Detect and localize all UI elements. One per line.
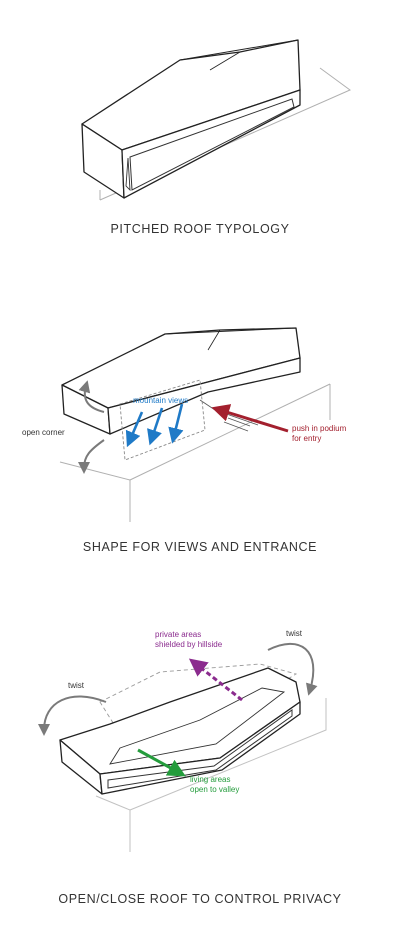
label-twist-right: twist [286, 629, 302, 638]
open-corner-arrow-lower [84, 440, 104, 468]
label-mountain-views: mountain views [133, 396, 189, 405]
label-for-entry: for entry [292, 434, 322, 443]
label-twist-left: twist [68, 681, 84, 690]
label-push-in-podium: push in podium [292, 424, 347, 433]
building-mass [62, 328, 300, 434]
label-open-corner: open corner [22, 428, 65, 437]
label-open-to-valley: open to valley [190, 785, 240, 794]
push-in-podium-arrow [220, 410, 288, 431]
views-entrance-diagram [0, 300, 400, 530]
label-private-areas: private areas [155, 630, 202, 639]
caption-views-entrance: SHAPE FOR VIEWS AND ENTRANCE [82, 540, 318, 554]
entrance-cut [200, 400, 258, 431]
building-mass [60, 668, 300, 794]
caption-pitched-roof: PITCHED ROOF TYPOLOGY [110, 222, 290, 236]
pitched-roof-diagram [0, 0, 400, 210]
twist-arrow-left [44, 697, 106, 730]
building-mass [82, 40, 300, 198]
caption-privacy: OPEN/CLOSE ROOF TO CONTROL PRIVACY [58, 892, 342, 906]
label-living-areas: living areas [190, 775, 231, 784]
privacy-roof-diagram [0, 620, 400, 860]
label-shielded-by-hillside: shielded by hillside [155, 640, 223, 649]
